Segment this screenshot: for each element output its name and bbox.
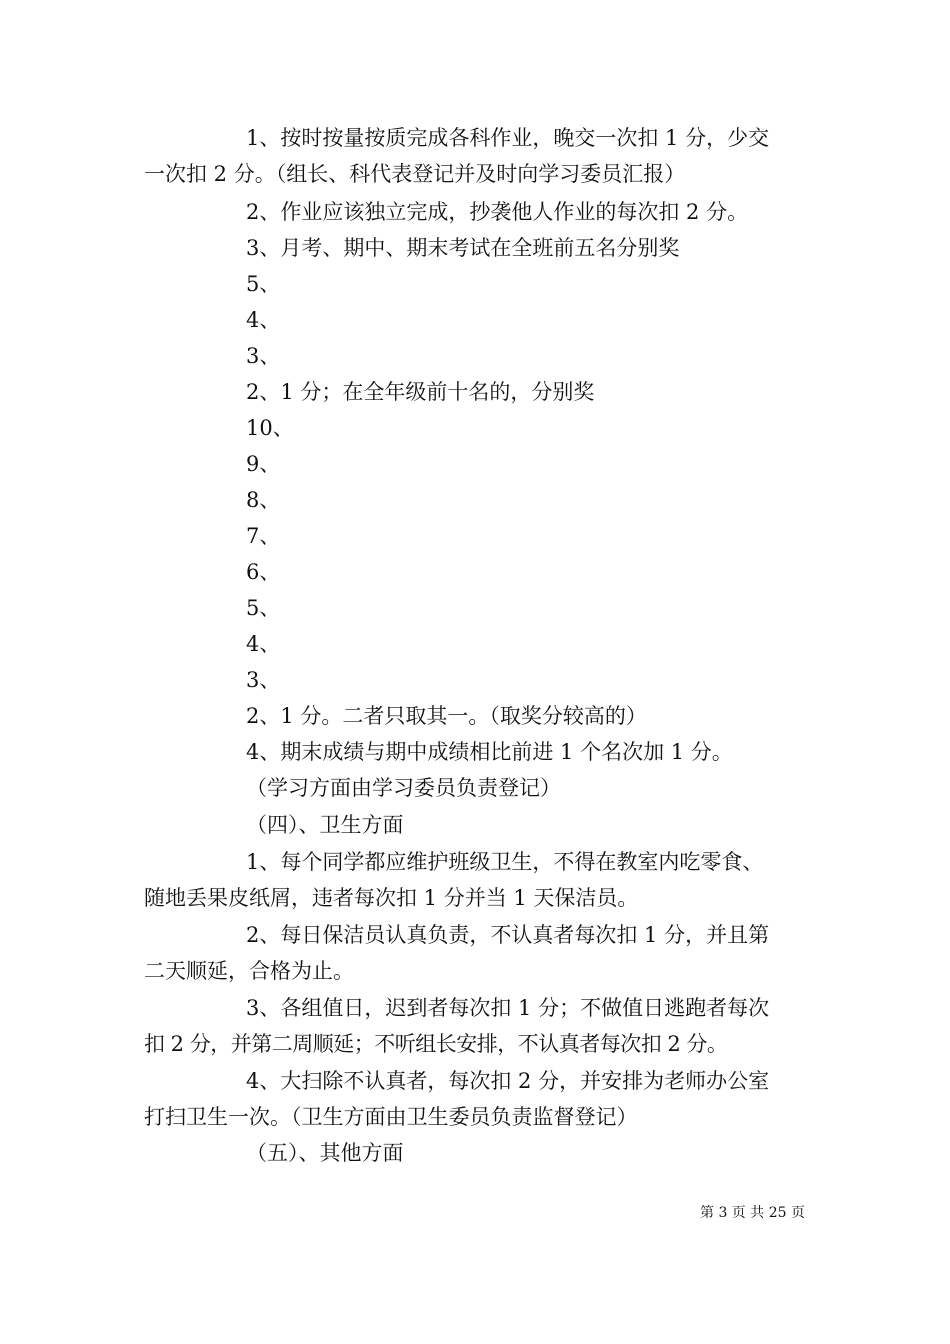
body-line: 6、 — [246, 560, 281, 584]
body-line: 4、 — [246, 308, 281, 332]
body-line: 二天顺延，合格为止。 — [144, 959, 354, 983]
body-line: 3、各组值日，迟到者每次扣 1 分；不做值日逃跑者每次 — [246, 996, 770, 1020]
body-line: 2、1 分。二者只取其一。（取奖分较高的） — [246, 704, 647, 728]
body-line: 9、 — [246, 452, 281, 476]
body-line: 5、 — [246, 596, 281, 620]
body-line: 扣 2 分，并第二周顺延；不听组长安排，不认真者每次扣 2 分。 — [144, 1032, 728, 1056]
body-line: 1、按时按量按质完成各科作业，晚交一次扣 1 分，少交 — [246, 126, 770, 150]
body-line: 一次扣 2 分。（组长、科代表登记并及时向学习委员汇报） — [144, 162, 686, 186]
section-heading: （四）、卫生方面 — [246, 813, 404, 837]
body-line: 4、 — [246, 632, 281, 656]
body-line: 2、每日保洁员认真负责，不认真者每次扣 1 分，并且第 — [246, 923, 770, 947]
body-line: 1、每个同学都应维护班级卫生，不得在教室内吃零食、 — [246, 850, 764, 874]
body-line: 3、月考、期中、期末考试在全班前五名分别奖 — [246, 236, 680, 260]
body-line: 10、 — [246, 416, 294, 440]
body-line: 4、大扫除不认真者，每次扣 2 分，并安排为老师办公室 — [246, 1069, 770, 1093]
body-line: 2、1 分；在全年级前十名的，分别奖 — [246, 380, 595, 404]
body-line: 5、 — [246, 272, 281, 296]
body-line: 3、 — [246, 668, 281, 692]
section-heading: （五）、其他方面 — [246, 1141, 404, 1165]
body-line: 2、作业应该独立完成，抄袭他人作业的每次扣 2 分。 — [246, 200, 749, 224]
body-line: 8、 — [246, 488, 281, 512]
body-line: 4、期末成绩与期中成绩相比前进 1 个名次加 1 分。 — [246, 740, 733, 764]
body-line: 3、 — [246, 344, 281, 368]
body-line: 7、 — [246, 524, 281, 548]
page-number: 第 3 页 共 25 页 — [700, 1205, 805, 1221]
body-line: （学习方面由学习委员负责登记） — [246, 776, 561, 800]
body-line: 打扫卫生一次。（卫生方面由卫生委员负责监督登记） — [144, 1105, 638, 1129]
body-line: 随地丢果皮纸屑，违者每次扣 1 分并当 1 天保洁员。 — [144, 886, 639, 910]
